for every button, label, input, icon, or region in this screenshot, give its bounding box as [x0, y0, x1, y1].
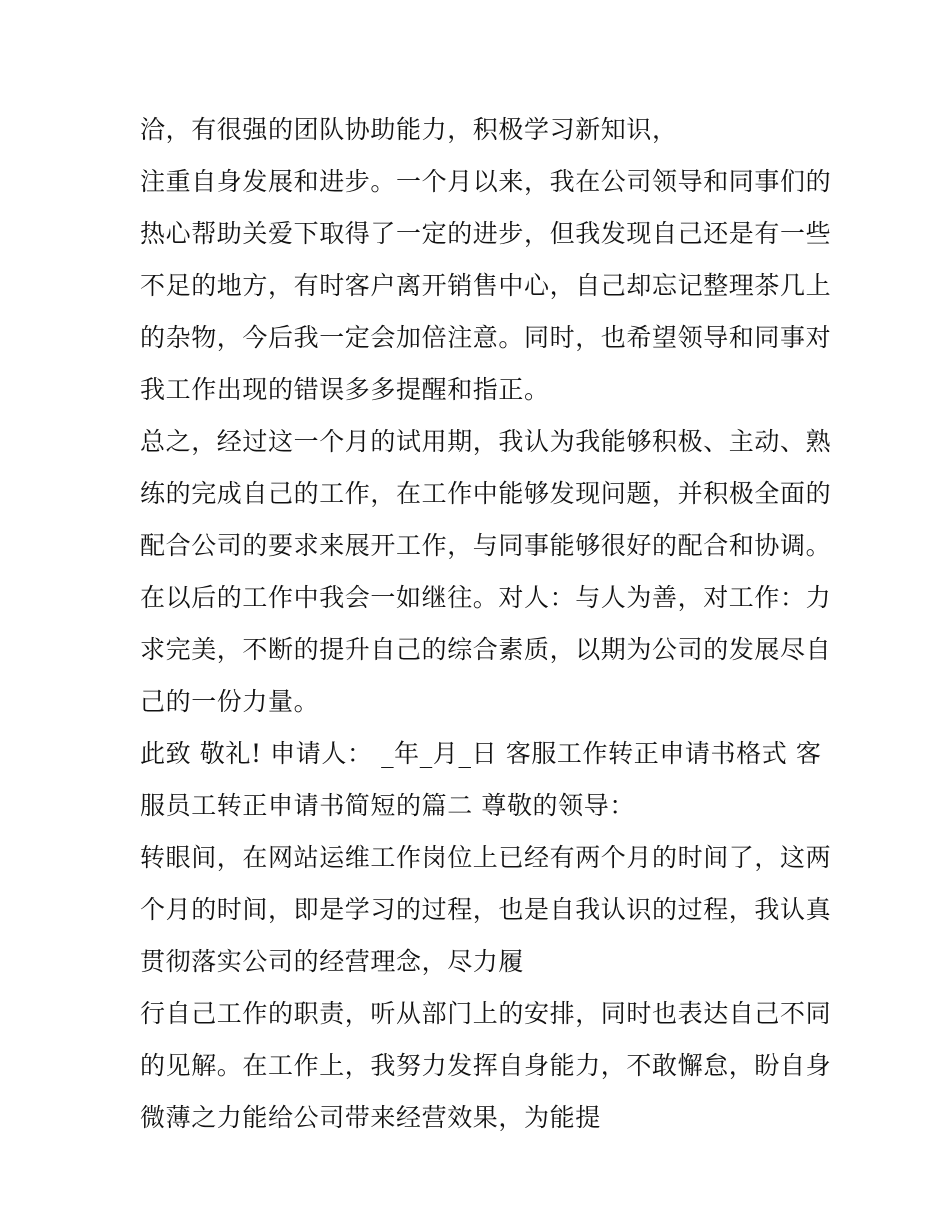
text-line: 行自己工作的职责，听从部门上的安排，同时也表达自己不同 — [140, 999, 832, 1028]
text-line: 的杂物，今后我一定会加倍注意。同时，也希望领导和同事对 — [140, 323, 832, 352]
text-line: 求完美，不断的提升自己的综合素质，以期为公司的发展尽自 — [140, 635, 832, 664]
text-line: 在以后的工作中我会一如继往。对人：与人为善，对工作：力 — [140, 583, 832, 612]
text-line: 配合公司的要求来展开工作，与同事能够很好的配合和协调。 — [140, 531, 832, 560]
text-line: 转眼间，在网站运维工作岗位上已经有两个月的时间了，这两 — [140, 843, 832, 872]
text-line: 热心帮助关爱下取得了一定的进步，但我发现自己还是有一些 — [140, 219, 832, 248]
text-line: 己的一份力量。 — [140, 687, 320, 716]
text-line: 服员工转正申请书简短的篇二 尊敬的领导： — [140, 791, 635, 820]
text-line: 不足的地方，有时客户离开销售中心，自己却忘记整理茶几上 — [140, 271, 832, 300]
text-line: 的见解。在工作上，我努力发挥自身能力，不敢懈怠，盼自身 — [140, 1051, 832, 1080]
text-line: 个月的时间，即是学习的过程，也是自我认识的过程，我认真 — [140, 895, 832, 924]
text-line: 微薄之力能给公司带来经营效果，为能提 — [140, 1103, 601, 1132]
text-line: 此致 敬礼! 申请人： _年_月_日 客服工作转正申请书格式 客 — [140, 739, 822, 768]
text-line: 练的完成自己的工作，在工作中能够发现问题，并积极全面的 — [140, 479, 832, 508]
document-body — [140, 104, 832, 1144]
text-line: 我工作出现的错误多多提醒和指正。 — [140, 375, 550, 404]
text-line: 贯彻落实公司的经营理念，尽力履 — [140, 947, 525, 976]
text-line: 洽，有很强的团队协助能力，积极学习新知识， — [140, 115, 678, 144]
text-line: 注重自身发展和进步。一个月以来，我在公司领导和同事们的 — [140, 167, 832, 196]
text-line: 总之，经过这一个月的试用期，我认为我能够积极、主动、熟 — [140, 427, 832, 456]
